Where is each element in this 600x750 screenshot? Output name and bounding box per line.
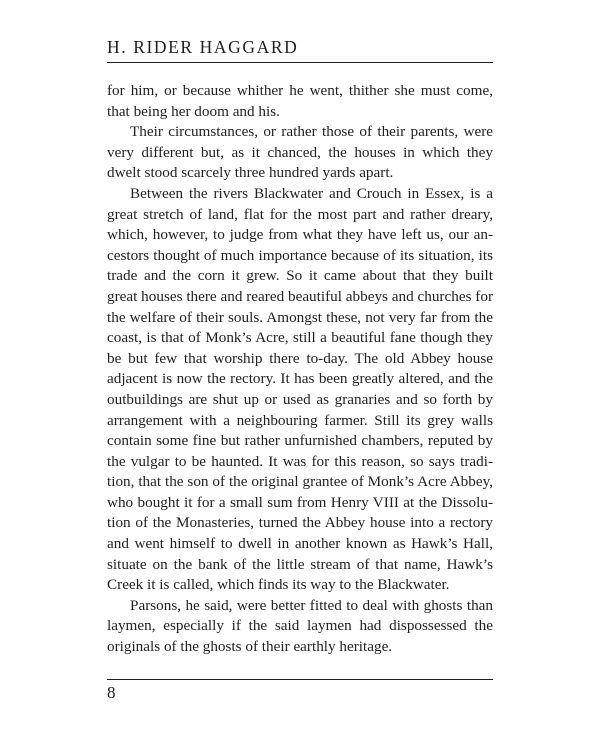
running-head: H. RIDER HAGGARD — [107, 37, 299, 57]
page-number: 8 — [107, 683, 116, 702]
body-text — [107, 81, 493, 658]
footer-rule — [107, 679, 493, 680]
paragraph-circumstances: Their circumstances, or rather those of their parents, were very different but, as it chanced, the houses in which they dwelt stood scarcely three hundred yards apart. — [107, 123, 493, 182]
paragraph-essex: Between the rivers Blackwater and Crouch in Essex, is a great stretch of land, flat for the most part and rather dreary, which, however, to judge from what they have left us, our ancestors thought of much importance because of its situation, its trade and the corn it grew. So it came about that they built great houses there and reared beautiful abbeys and churches for the welfare of their souls. Amongst these, not very far from the coast, is that of Monk’s Acre, still a beautiful fane though they be but few that worship there to-day. The old Abbey house adjacent is now the rectory. It has been greatly altered, and the outbuildings are shut up or used as granaries and so forth by arrangement with a neighbouring farmer. Still its grey walls contain some fine but rather unfurnished chambers, reputed by the vulgar to be haunted. It was for this reason, so says tradition, that the son of the original grantee of Monk’s Acre Abbey, who bought it for a small sum from Henry VIII at the Dissolution of the Monasteries, turned the Abbey house into a rectory and went himself to dwell in another known as Hawk’s Hall, situate on the bank of the little stream of that name, Hawk’s Creek it is called, which finds its way to the Blackwater. — [107, 184, 493, 594]
header-rule — [107, 62, 493, 63]
paragraph-continuation: for him, or because whither he went, thither she must come, that being her doom and his. — [107, 82, 493, 120]
paragraph-parsons: Parsons, he said, were better fitted to deal with ghosts than laymen, especially if the said laymen had dispossessed the originals of the ghosts of their earthly heritage. — [107, 596, 493, 656]
